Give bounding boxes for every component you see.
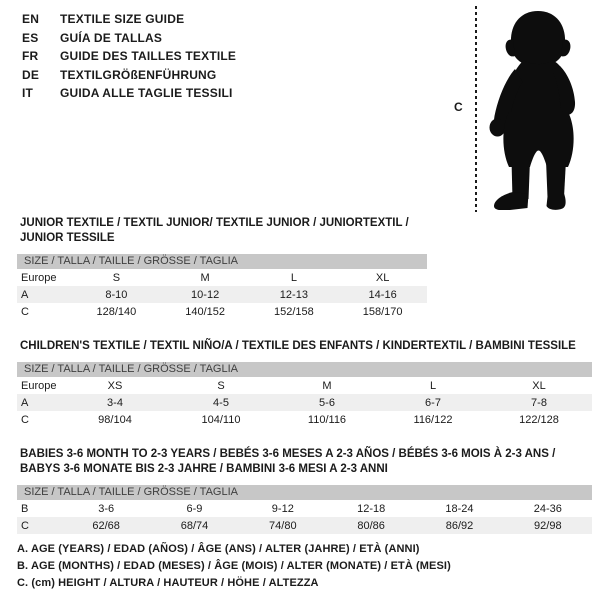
table-row bbox=[17, 500, 592, 517]
size-bar: SIZE / TALLA / TAILLE / GRÖSSE / TAGLIA bbox=[17, 254, 427, 269]
column-header: Europe bbox=[21, 271, 57, 284]
table-cell: 92/98 bbox=[534, 519, 562, 532]
size-section-children bbox=[17, 339, 592, 428]
table-cell: 116/122 bbox=[413, 413, 453, 426]
table-cell: 12-13 bbox=[279, 288, 308, 301]
table-cell: 128/140 bbox=[96, 305, 137, 318]
size-sections bbox=[17, 216, 592, 553]
section-title: BABIES 3-6 MONTH TO 2-3 YEARS / BEBÉS 3-6 MESES A 2-3 AÑOS / BÉBÉS 3-6 MOIS À 2-3 ANS / BABYS 3-6 MONATE BIS 2-3 JAHRE / BAMBINI 3-6 MESI A 2-3 ANNI bbox=[20, 448, 556, 475]
row-label: C bbox=[21, 413, 29, 426]
measure-c-label: C bbox=[454, 100, 463, 114]
table-cell: 4-5 bbox=[213, 396, 229, 409]
column-header: XS bbox=[107, 379, 123, 392]
height-measure-dashed-line bbox=[475, 6, 477, 212]
table-cell: 24-36 bbox=[533, 502, 562, 515]
table-cell: 140/152 bbox=[185, 305, 225, 318]
figure-area bbox=[452, 4, 598, 216]
size-bar: SIZE / TALLA / TAILLE / GRÖSSE / TAGLIA bbox=[17, 485, 592, 500]
table-cell: 7-8 bbox=[531, 396, 547, 409]
column-header: XL bbox=[375, 271, 390, 284]
table-header-row bbox=[17, 377, 592, 394]
language-code: DE bbox=[22, 67, 40, 82]
language-title: GUÍA DE TALLAS bbox=[60, 30, 163, 45]
footnote: A. AGE (YEARS) / EDAD (AÑOS) / ÂGE (ANS) / ALTER (JAHRE) / ETÀ (ANNI) bbox=[17, 543, 420, 555]
table-cell: 5-6 bbox=[319, 396, 335, 409]
table-cell: 14-16 bbox=[368, 288, 397, 301]
footnote: C. (cm) HEIGHT / ALTURA / HAUTEUR / HÖHE / ALTEZZA bbox=[17, 577, 319, 589]
table-row bbox=[17, 411, 592, 428]
table-cell: 62/68 bbox=[92, 519, 120, 532]
language-title: GUIDE DES TAILLES TEXTILE bbox=[60, 49, 237, 63]
size-table bbox=[17, 377, 592, 428]
table-cell: 3-6 bbox=[98, 502, 115, 515]
table-cell: 110/116 bbox=[307, 413, 347, 426]
table-cell: 6-9 bbox=[186, 502, 203, 515]
table-cell: 122/128 bbox=[519, 413, 559, 426]
table-cell: 152/158 bbox=[273, 305, 314, 318]
row-label: B bbox=[21, 502, 29, 515]
language-title: GUIDA ALLE TAGLIE TESSILI bbox=[60, 86, 233, 100]
column-header: M bbox=[322, 379, 332, 392]
size-table bbox=[17, 500, 592, 534]
table-row bbox=[17, 517, 592, 534]
language-row bbox=[22, 84, 236, 103]
row-label: C bbox=[21, 305, 29, 318]
table-cell: 74/80 bbox=[269, 519, 297, 532]
row-label: A bbox=[21, 396, 29, 409]
table-header-row bbox=[17, 269, 427, 286]
language-code: EN bbox=[22, 12, 40, 26]
table-cell: 9-12 bbox=[271, 502, 294, 515]
size-section-junior bbox=[17, 216, 427, 320]
language-row bbox=[22, 66, 236, 85]
size-table bbox=[17, 269, 427, 320]
section-title: JUNIOR TEXTILE / TEXTIL JUNIOR/ TEXTILE JUNIOR / JUNIORTEXTIL / JUNIOR TESSILE bbox=[20, 217, 409, 244]
footnote: B. AGE (MONTHS) / EDAD (MESES) / ÂGE (MOIS) / ALTER (MONATE) / ETÀ (MESI) bbox=[17, 560, 451, 572]
table-row bbox=[17, 286, 427, 303]
language-code: IT bbox=[22, 86, 34, 100]
table-cell: 68/74 bbox=[180, 519, 209, 532]
language-row bbox=[22, 29, 236, 48]
table-cell: 158/170 bbox=[362, 305, 403, 318]
toddler-silhouette-icon bbox=[482, 8, 594, 210]
language-code: ES bbox=[22, 30, 39, 45]
table-cell: 98/104 bbox=[98, 413, 132, 426]
language-list bbox=[22, 10, 236, 103]
size-bar: SIZE / TALLA / TAILLE / GRÖSSE / TAGLIA bbox=[17, 362, 592, 377]
table-cell: 3-4 bbox=[107, 396, 123, 409]
column-header: S bbox=[217, 379, 225, 392]
language-title: TEXTILE SIZE GUIDE bbox=[60, 12, 185, 26]
column-header: L bbox=[429, 379, 437, 392]
table-cell: 8-10 bbox=[105, 288, 128, 301]
table-cell: 80/86 bbox=[357, 519, 385, 532]
column-header: Europe bbox=[21, 379, 57, 392]
table-row bbox=[17, 394, 592, 411]
column-header: L bbox=[290, 271, 297, 284]
table-cell: 86/92 bbox=[445, 519, 474, 532]
table-cell: 104/110 bbox=[201, 413, 241, 426]
language-code: FR bbox=[22, 49, 39, 63]
size-section-babies bbox=[17, 447, 592, 534]
language-title: TEXTILGRÖßENFÜHRUNG bbox=[60, 67, 217, 82]
section-title: CHILDREN'S TEXTILE / TEXTIL NIÑO/A / TEXTILE DES ENFANTS / KINDERTEXTIL / BAMBINI TESSILE bbox=[20, 340, 576, 352]
table-row bbox=[17, 303, 427, 320]
row-label: C bbox=[21, 519, 29, 532]
table-cell: 12-18 bbox=[357, 502, 386, 515]
table-cell: 18-24 bbox=[445, 502, 474, 515]
table-cell: 10-12 bbox=[191, 288, 220, 301]
language-row bbox=[22, 47, 236, 66]
column-header: M bbox=[200, 271, 210, 284]
language-row bbox=[22, 10, 236, 29]
table-cell: 6-7 bbox=[425, 396, 441, 409]
footnotes bbox=[17, 541, 451, 592]
column-header: XL bbox=[532, 379, 546, 392]
column-header: S bbox=[112, 271, 121, 284]
row-label: A bbox=[21, 288, 29, 301]
